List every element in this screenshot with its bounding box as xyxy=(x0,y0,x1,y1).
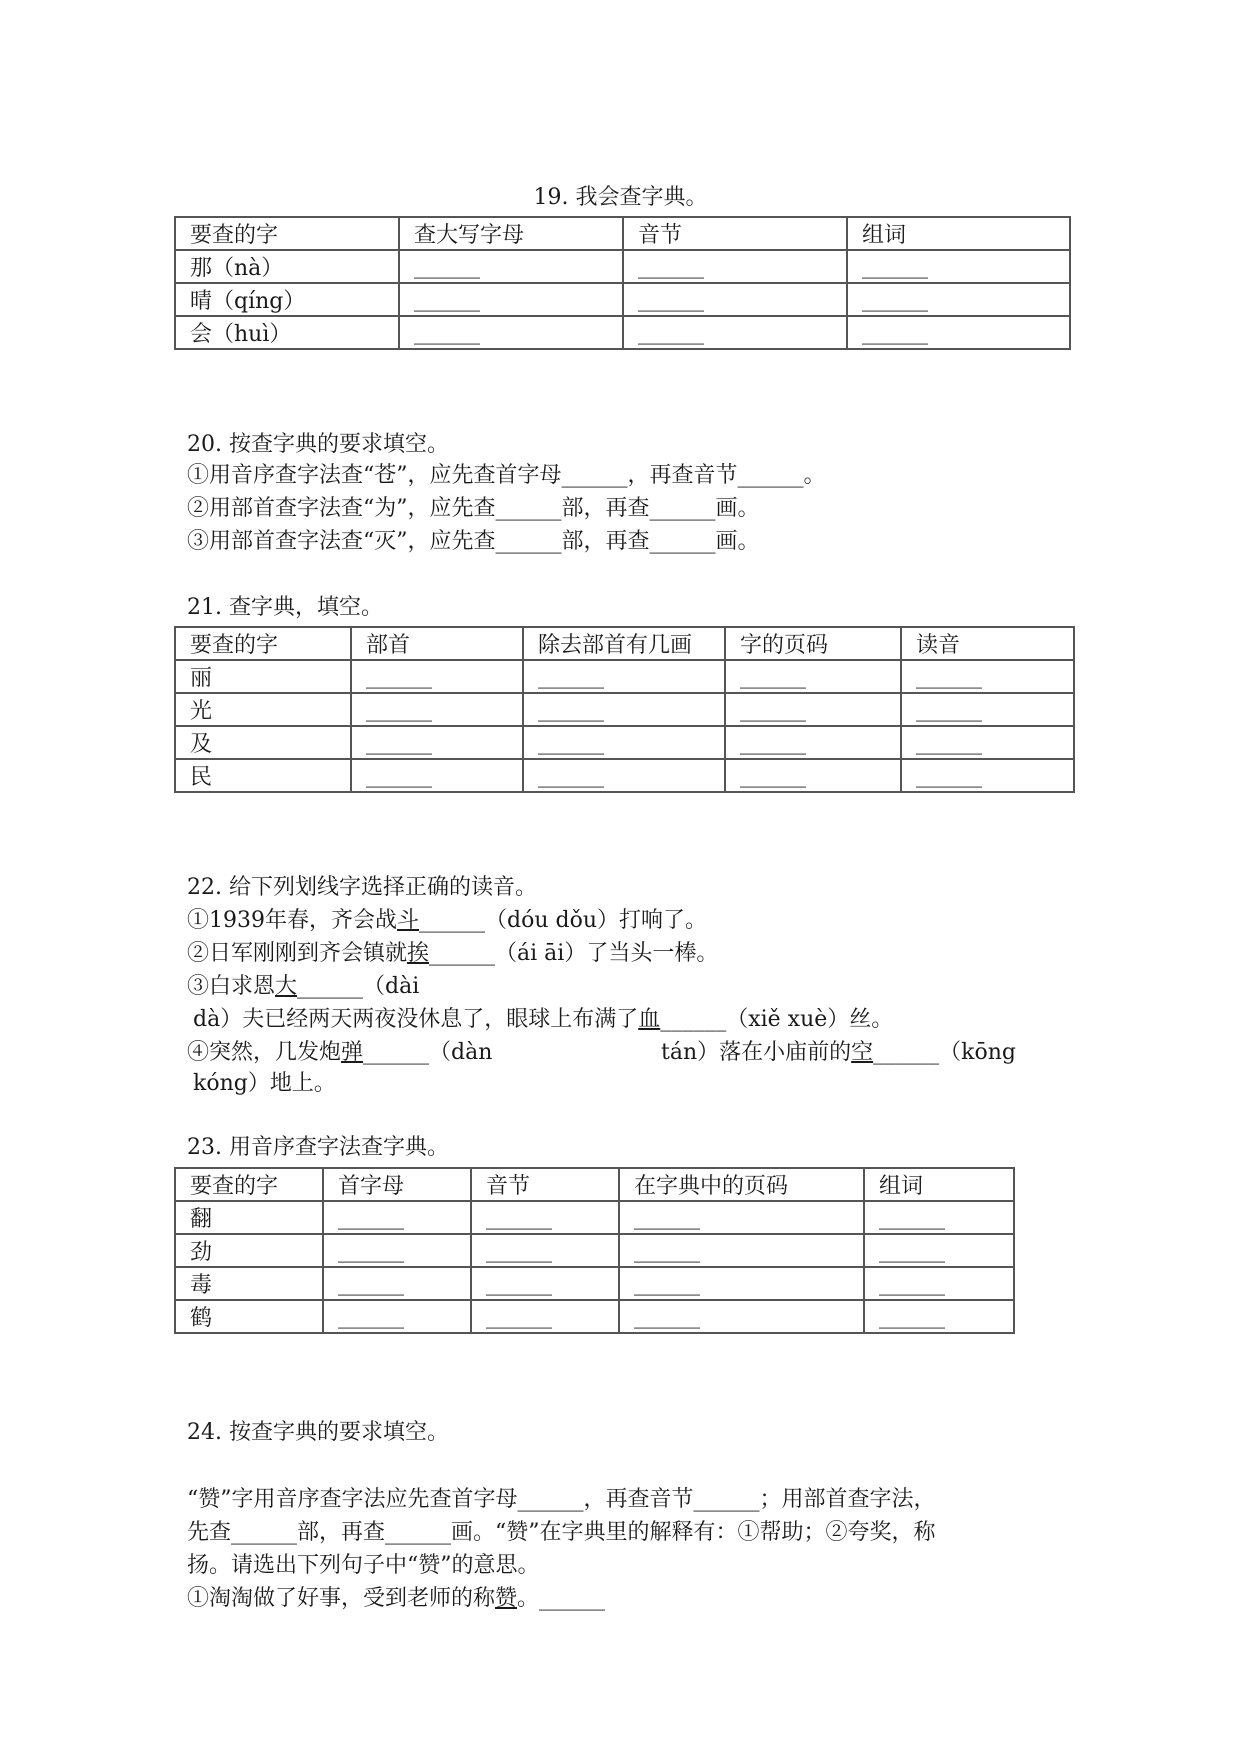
table-header-cell: 字的页码 xyxy=(725,627,901,660)
blank-cell: ______ xyxy=(847,250,1070,283)
table-row xyxy=(175,1300,1014,1333)
table-row xyxy=(175,660,1074,693)
lookup-char-cell: 翻 xyxy=(175,1201,323,1234)
table-header-cell: 要查的字 xyxy=(175,1168,323,1201)
underlined-char: 大 xyxy=(275,974,298,999)
table-row xyxy=(175,316,1070,349)
table-row xyxy=(175,1267,1014,1300)
table-header-row xyxy=(175,217,1070,250)
blank-cell: ______ xyxy=(623,250,847,283)
blank-cell: ______ xyxy=(623,316,847,349)
blank-cell: ______ xyxy=(471,1234,619,1267)
q19-table xyxy=(174,216,1071,350)
blank-cell: ______ xyxy=(351,693,523,726)
lookup-char-cell: 劲 xyxy=(175,1234,323,1267)
table-row xyxy=(175,1234,1014,1267)
table-row xyxy=(175,759,1074,792)
table-header-cell: 查大写字母 xyxy=(399,217,623,250)
table-row xyxy=(175,283,1070,316)
blank-cell: ______ xyxy=(523,726,725,759)
blank-cell: ______ xyxy=(623,283,847,316)
q20-title: 20. 按查字典的要求填空。 xyxy=(187,432,449,457)
blank-cell: ______ xyxy=(901,693,1074,726)
lookup-char-cell: 毒 xyxy=(175,1267,323,1300)
blank-cell: ______ xyxy=(523,660,725,693)
underlined-char: 挨 xyxy=(407,941,430,966)
blank-cell: ______ xyxy=(864,1201,1014,1234)
q21-table xyxy=(174,626,1075,793)
q22-title: 22. 给下列划线字选择正确的读音。 xyxy=(187,875,537,900)
blank-cell: ______ xyxy=(351,726,523,759)
blank-cell: ______ xyxy=(725,693,901,726)
q24-para-2: 先查______部，再查______画。“赞”在字典里的解释有：①帮助；②夸奖，称 xyxy=(187,1520,936,1545)
q20-line-1: ①用音序查字法查“苍”，应先查首字母______，再查音节______。 xyxy=(187,463,826,488)
underlined-char: 斗 xyxy=(397,908,420,933)
blank-cell: ______ xyxy=(901,660,1074,693)
q23-table xyxy=(174,1167,1015,1334)
table-row xyxy=(175,693,1074,726)
q22-line-6: kóng）地上。 xyxy=(193,1071,336,1096)
q20-line-3: ③用部首查字法查“灭”，应先查______部，再查______画。 xyxy=(187,529,760,554)
blank-cell: ______ xyxy=(901,759,1074,792)
blank-cell: ______ xyxy=(619,1300,864,1333)
q19-title: 19. 我会查字典。 xyxy=(533,185,708,210)
blank-cell: ______ xyxy=(864,1267,1014,1300)
q21-title: 21. 查字典，填空。 xyxy=(187,595,383,620)
blank-cell: ______ xyxy=(725,660,901,693)
blank-cell: ______ xyxy=(323,1234,471,1267)
table-header-cell: 音节 xyxy=(471,1168,619,1201)
underlined-char: 赞 xyxy=(495,1586,518,1611)
lookup-char-cell: 那（nà） xyxy=(175,250,399,283)
q24-para-4: ①淘淘做了好事，受到老师的称赞。______ xyxy=(187,1586,606,1611)
blank-cell: ______ xyxy=(725,759,901,792)
blank-cell: ______ xyxy=(864,1300,1014,1333)
blank-cell: ______ xyxy=(619,1234,864,1267)
blank-cell: ______ xyxy=(471,1201,619,1234)
q24-para-1: “赞”字用音序查字法应先查首字母______，再查音节______；用部首查字法， xyxy=(187,1487,936,1512)
blank-cell: ______ xyxy=(399,316,623,349)
underlined-char: 空 xyxy=(851,1040,874,1065)
q24-para-3: 扬。请选出下列句子中“赞”的意思。 xyxy=(187,1553,540,1578)
q22-line-5: ④突然，几发炮弹______（dàn xyxy=(187,1040,493,1065)
table-header-cell: 音节 xyxy=(623,217,847,250)
lookup-char-cell: 鹤 xyxy=(175,1300,323,1333)
underlined-char: 弹 xyxy=(341,1040,364,1065)
lookup-char-cell: 光 xyxy=(175,693,351,726)
lookup-char-cell: 晴（qíng） xyxy=(175,283,399,316)
table-header-cell: 读音 xyxy=(901,627,1074,660)
table-header-cell: 组词 xyxy=(864,1168,1014,1201)
table-row xyxy=(175,250,1070,283)
blank-cell: ______ xyxy=(847,316,1070,349)
blank-cell: ______ xyxy=(351,759,523,792)
blank-cell: ______ xyxy=(619,1201,864,1234)
table-header-row xyxy=(175,1168,1014,1201)
blank-cell: ______ xyxy=(619,1267,864,1300)
q22-line-1: ①1939年春，齐会战斗______（dóu dǒu）打响了。 xyxy=(187,908,708,933)
q23-title: 23. 用音序查字法查字典。 xyxy=(187,1135,449,1160)
blank-cell: ______ xyxy=(725,726,901,759)
underlined-char: 血 xyxy=(638,1007,661,1032)
blank-cell: ______ xyxy=(901,726,1074,759)
q20-line-2: ②用部首查字法查“为”，应先查______部，再查______画。 xyxy=(187,496,760,521)
lookup-char-cell: 及 xyxy=(175,726,351,759)
q24-title: 24. 按查字典的要求填空。 xyxy=(187,1420,449,1445)
table-row xyxy=(175,726,1074,759)
blank-cell: ______ xyxy=(864,1234,1014,1267)
blank-cell: ______ xyxy=(523,693,725,726)
blank-cell: ______ xyxy=(399,250,623,283)
lookup-char-cell: 民 xyxy=(175,759,351,792)
q22-line-2: ②日军刚刚到齐会镇就挨______（ái āi）了当头一棒。 xyxy=(187,941,719,966)
blank-cell: ______ xyxy=(399,283,623,316)
lookup-char-cell: 丽 xyxy=(175,660,351,693)
table-header-row xyxy=(175,627,1074,660)
table-row xyxy=(175,1201,1014,1234)
lookup-char-cell: 会（huì） xyxy=(175,316,399,349)
blank-cell: ______ xyxy=(847,283,1070,316)
table-header-cell: 要查的字 xyxy=(175,627,351,660)
table-header-cell: 部首 xyxy=(351,627,523,660)
blank-cell: ______ xyxy=(323,1300,471,1333)
q22-line-5-right: tán）落在小庙前的空______（kōng xyxy=(661,1040,1016,1065)
q22-line-4: dà）夫已经两天两夜没休息了，眼球上布满了血______（xiě xuè）丝。 xyxy=(193,1007,894,1032)
blank-cell: ______ xyxy=(323,1267,471,1300)
blank-cell: ______ xyxy=(323,1201,471,1234)
table-header-cell: 在字典中的页码 xyxy=(619,1168,864,1201)
blank-cell: ______ xyxy=(351,660,523,693)
q22-line-3: ③白求恩大______（dài xyxy=(187,974,420,999)
table-header-cell: 要查的字 xyxy=(175,217,399,250)
table-header-cell: 首字母 xyxy=(323,1168,471,1201)
blank-cell: ______ xyxy=(523,759,725,792)
blank-cell: ______ xyxy=(471,1267,619,1300)
table-header-cell: 除去部首有几画 xyxy=(523,627,725,660)
table-header-cell: 组词 xyxy=(847,217,1070,250)
blank-cell: ______ xyxy=(471,1300,619,1333)
